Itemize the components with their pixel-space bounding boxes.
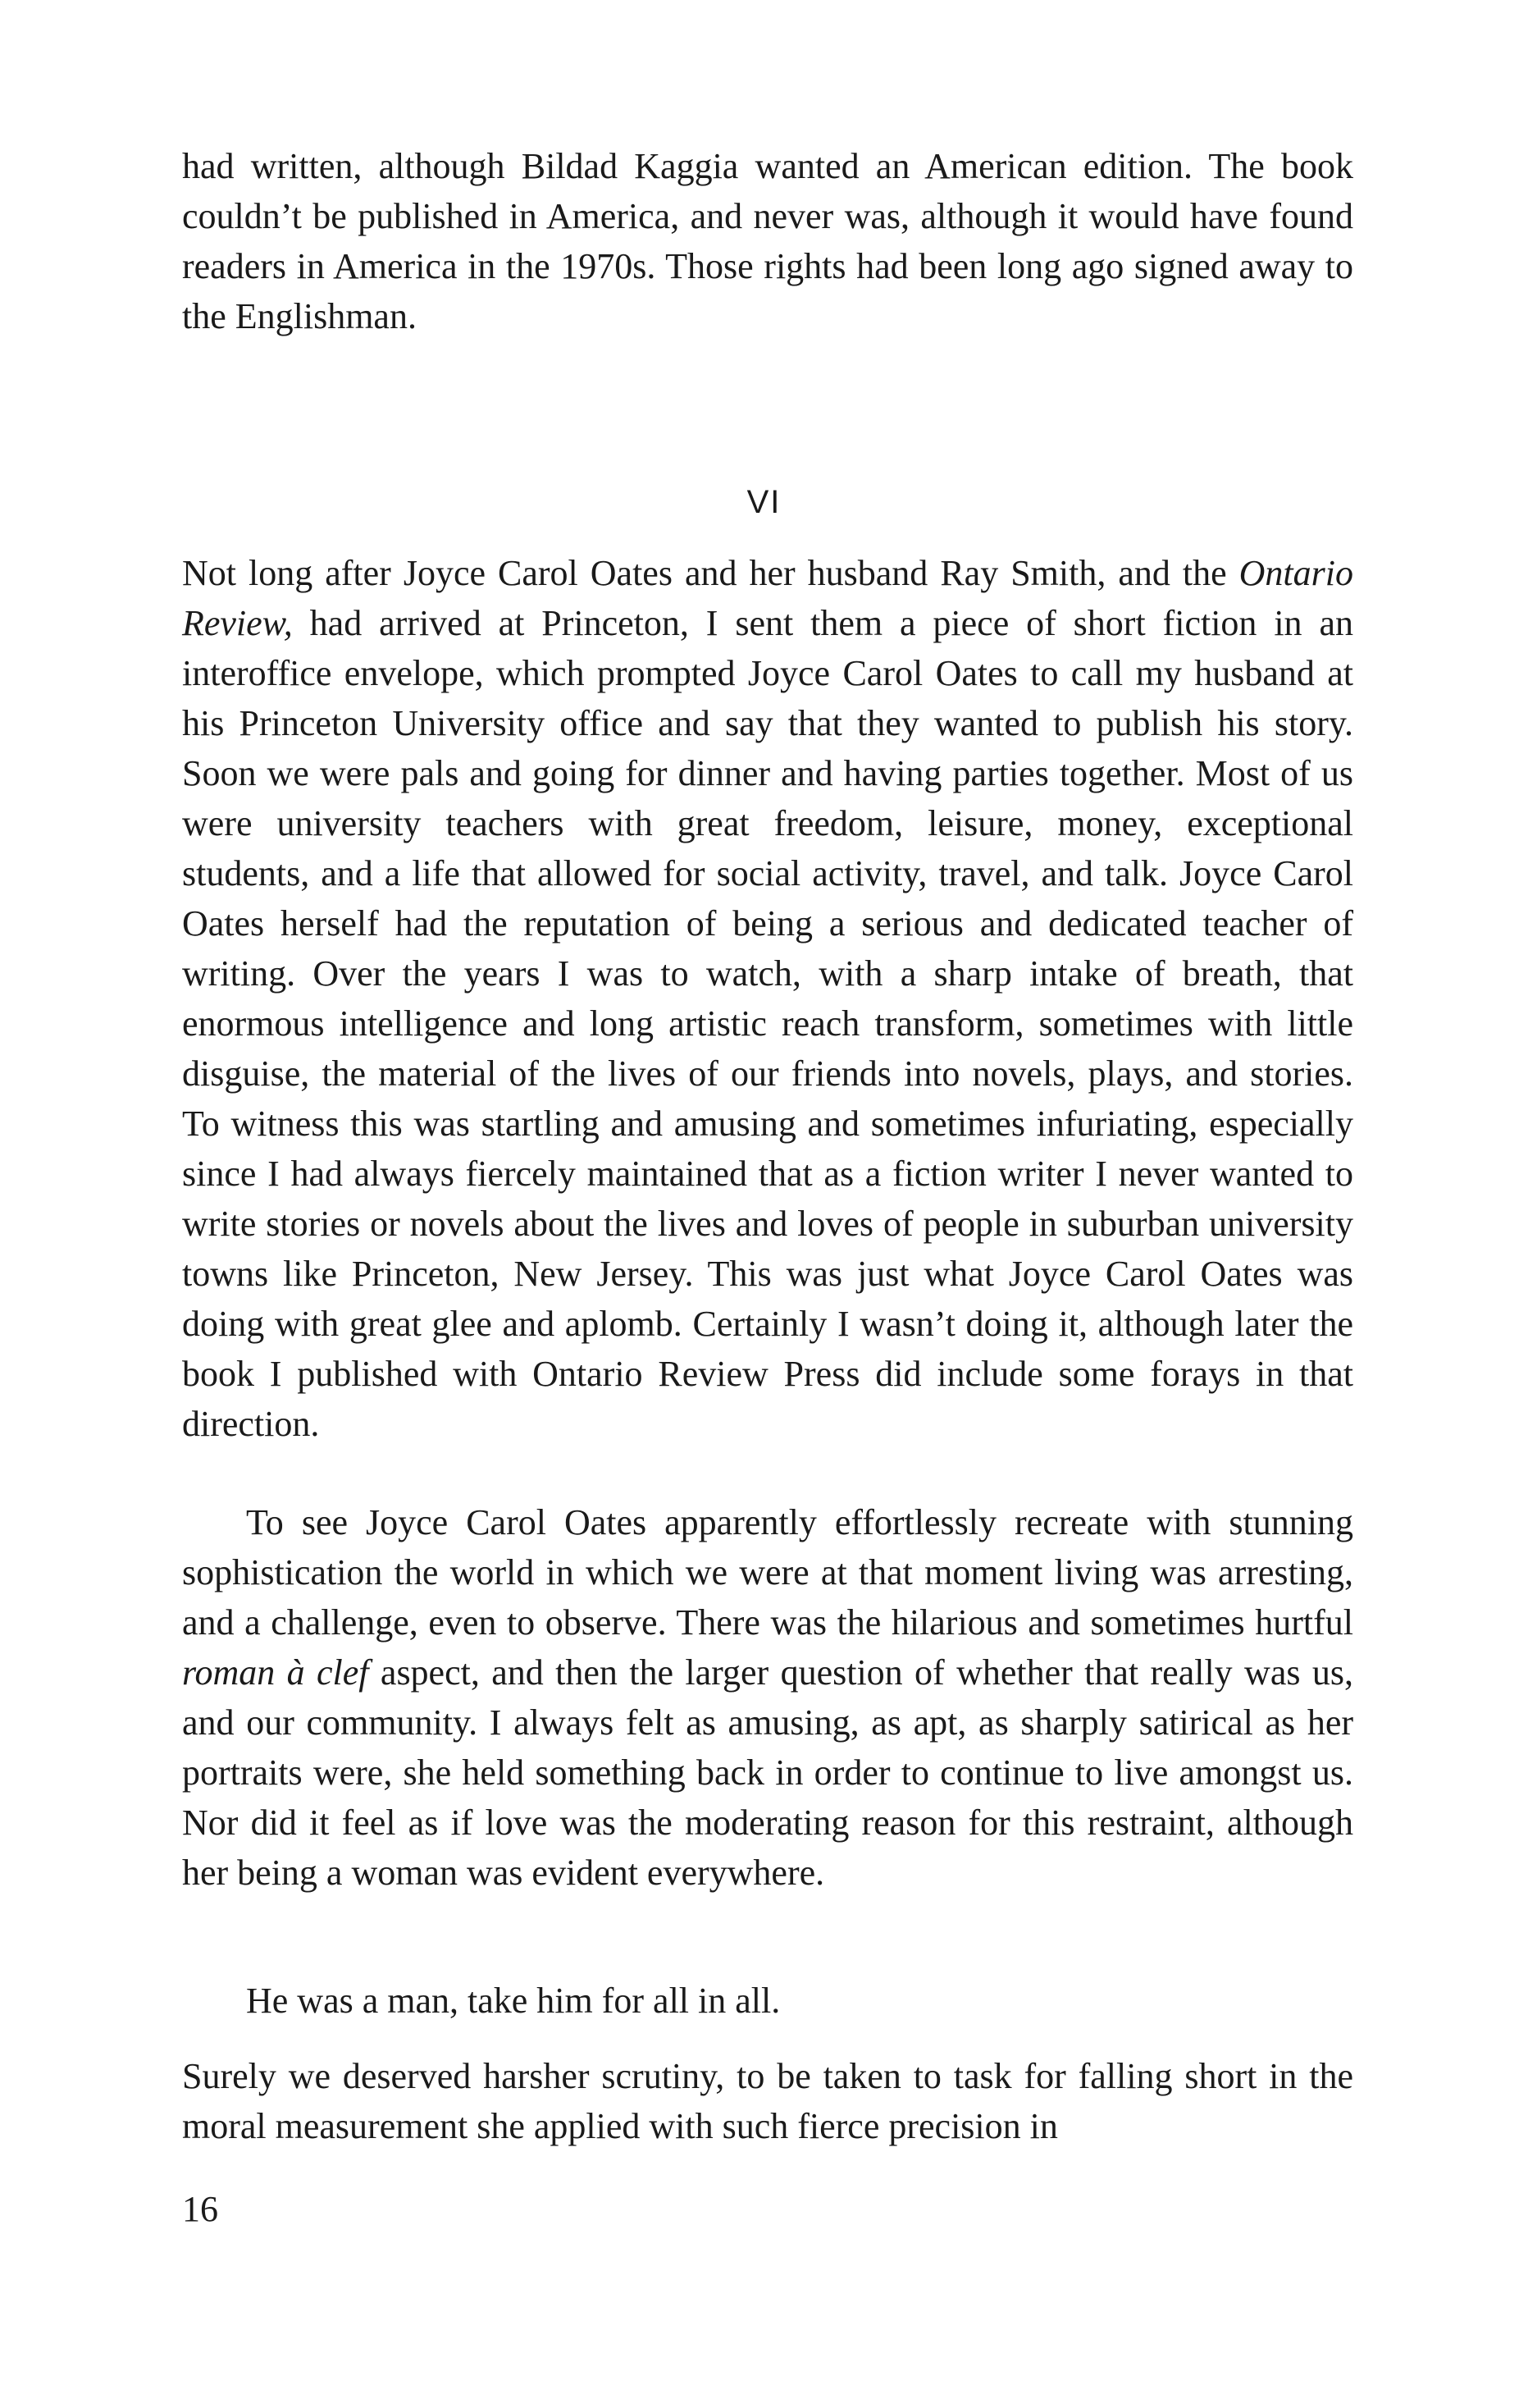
paragraph-2-part-b: aspect, and then the larger question of whether that really was us, and our community. I always felt as amusing, as apt, as sharply satirical as her portraits were, she held something back in order to continue to live amongst us. Nor did it feel as if love was the moderating reason for this restraint, although her being a woman was evident everywhere. bbox=[182, 1652, 1353, 1893]
paragraph-3 bbox=[182, 2051, 1353, 2151]
paragraph-1-part-b: had arrived at Princeton, I sent them a piece of short fiction in an interoffice envelope, which prompted Joyce Carol Oates to call my husband at his Princeton University office and say that they wanted to publish his story. Soon we were pals and going for dinner and having parties together. Most of us were university teachers with great freedom, leisure, money, exceptional students, and a life that allowed for social activity, travel, and talk. Joyce Carol Oates herself had the reputation of being a serious and dedicated teacher of writing. Over the years I was to watch, with a sharp intake of breath, that enormous intelligence and long artistic reach transform, sometimes with little disguise, the material of the lives of our friends into novels, plays, and stories. To witness this was startling and amusing and sometimes infuriating, especially since I had always fiercely maintained that as a fiction writer I never wanted to write stories or novels about the lives and loves of people in suburban university towns like Princeton, New Jersey. This was just what Joyce Carol Oates was doing with great glee and aplomb. Certainly I wasn’t doing it, although later the book I published with Ontario Review Press did include some forays in that direction. bbox=[182, 603, 1353, 1444]
ontario-review-title: Ontario Review, bbox=[182, 553, 1353, 643]
opening-paragraph-text: had written, although Bildad Kaggia wanted an American edition. The book couldn’t be published in America, and never was, although it would have found readers in America in the 1970s. Those rights had been long ago signed away to the Englishman. bbox=[182, 146, 1353, 336]
paragraph-3-text: Surely we deserved harsher scrutiny, to be taken to task for falling short in the moral measurement she applied with such fierce precision in bbox=[182, 2056, 1353, 2146]
paragraph-1-text bbox=[182, 548, 1353, 1449]
paragraph-1 bbox=[182, 548, 1353, 1449]
paragraph-2 bbox=[182, 1497, 1353, 1898]
section-heading: VI bbox=[746, 484, 782, 520]
roman-a-clef-term: roman à clef bbox=[182, 1652, 369, 1693]
page-number: 16 bbox=[182, 2189, 218, 2229]
opening-paragraph bbox=[182, 141, 1353, 341]
paragraph-1-part-a: Not long after Joyce Carol Oates and her husband Ray Smith, and the bbox=[182, 553, 1239, 593]
paragraph-2-part-a: To see Joyce Carol Oates apparently effortlessly recreate with stunning sophistication the world in which we were at that moment living was arresting, and a challenge, even to observe. There was the hilarious and sometimes hurtful bbox=[182, 1502, 1353, 1643]
block-quotation: He was a man, take him for all in all. bbox=[246, 1981, 781, 2021]
paragraph-2-text bbox=[182, 1497, 1353, 1898]
